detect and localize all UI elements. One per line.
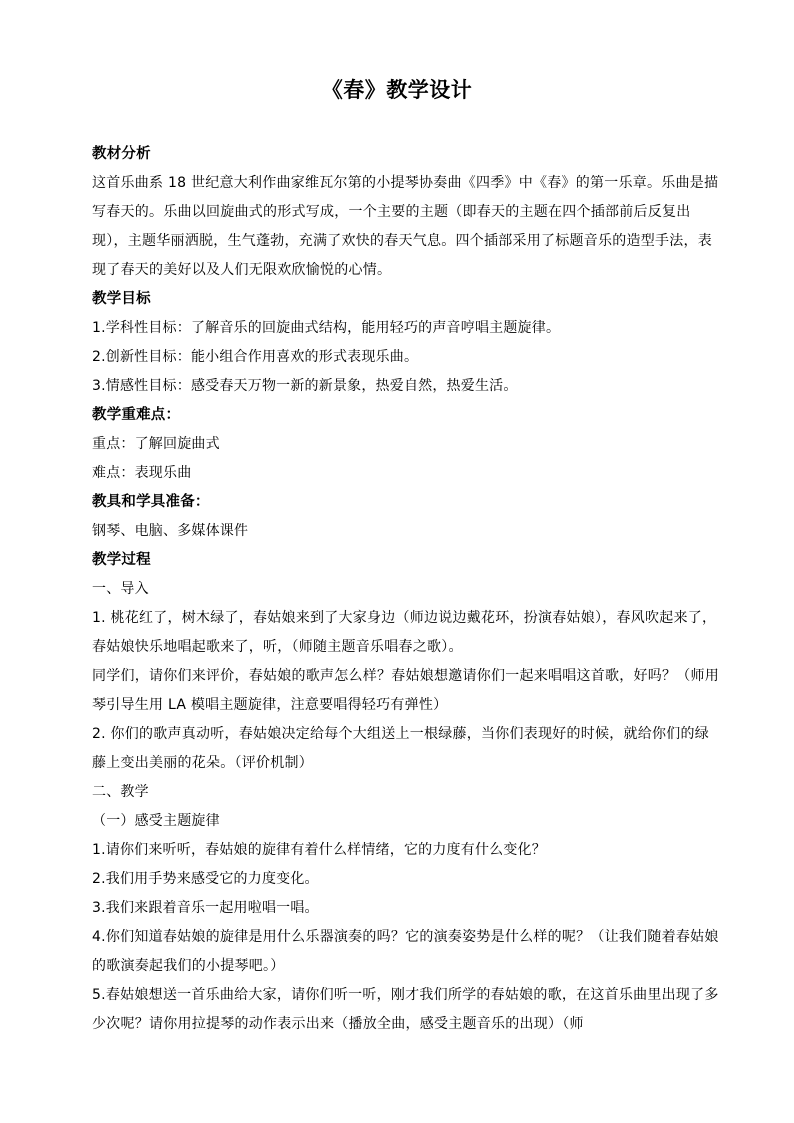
- section-heading-goals: 教学目标: [92, 291, 151, 307]
- step-intro-heading: 一、导入: [92, 581, 149, 597]
- teach-item-2: 2.我们用手势来感受它的力度变化。: [92, 871, 319, 887]
- difficult-point: 难点：表现乐曲: [92, 465, 192, 481]
- document-body: [92, 140, 722, 1039]
- paragraph-intro-3: 2. 你们的歌声真动听，春姑娘决定给每个大组送上一根绿藤，当你们表现好的时候，就给你们的绿藤上变出美丽的花朵。（评价机制）: [92, 726, 710, 771]
- goal-item-2: 2.创新性目标：能小组合作用喜欢的形式表现乐曲。: [92, 349, 419, 365]
- key-point: 重点：了解回旋曲式: [92, 436, 220, 452]
- paragraph-analysis: 这首乐曲系 18 世纪意大利作曲家维瓦尔第的小提琴协奏曲《四季》中《春》的第一乐章。乐曲是描写春天的。乐曲以回旋曲式的形式写成，一个主要的主题（即春天的主题在四个插部前后反复出现），主题华丽洒脱，生气蓬勃，充满了欢快的春天气息。四个插部采用了标题音乐的造型手法，表现了春天的美好以及人们无限欢欣愉悦的心情。: [92, 175, 719, 278]
- section-heading-key-points: 教学重难点：: [92, 407, 181, 423]
- step-teach-heading: 二、教学: [92, 784, 149, 800]
- paragraph-intro-2: 同学们，请你们来评价，春姑娘的歌声怎么样？春姑娘想邀请你们一起来唱唱这首歌，好吗？（师用琴引导生用 LA 模唱主题旋律，注意要唱得轻巧有弹性）: [92, 668, 719, 713]
- teach-item-5: 5.春姑娘想送一首乐曲给大家，请你们听一听，刚才我们所学的春姑娘的歌，在这首乐曲里出现了多少次呢？请你用拉提琴的动作表示出来（播放全曲，感受主题音乐的出现）（师: [92, 987, 719, 1032]
- sub-heading-feel-theme: （一）感受主题旋律: [92, 813, 220, 829]
- paragraph-intro-1: 1. 桃花红了，树木绿了，春姑娘来到了大家身边（师边说边戴花环，扮演春姑娘），春风吹起来了，春姑娘快乐地唱起歌来了，听，（师随主题音乐唱春之歌）。: [92, 610, 717, 655]
- goal-item-1: 1.学科性目标：了解音乐的回旋曲式结构，能用轻巧的声音哼唱主题旋律。: [92, 320, 561, 336]
- section-heading-analysis: 教材分析: [92, 146, 151, 162]
- teach-item-1: 1.请你们来听听，春姑娘的旋律有着什么样情绪，它的力度有什么变化？: [92, 842, 546, 858]
- teach-item-4: 4.你们知道春姑娘的旋律是用什么乐器演奏的吗？它的演奏姿势是什么样的呢？（让我们随着春姑娘的歌演奏起我们的小提琴吧。）: [92, 929, 719, 974]
- page-title: 《春》教学设计: [321, 78, 473, 102]
- section-heading-tools: 教具和学具准备：: [92, 494, 210, 510]
- teach-item-3: 3.我们来跟着音乐一起用啦唱一唱。: [92, 900, 319, 916]
- section-heading-process: 教学过程: [92, 552, 151, 568]
- goal-item-3: 3.情感性目标：感受春天万物一新的新景象，热爱自然，热爱生活。: [92, 378, 518, 394]
- tools-list: 钢琴、电脑、多媒体课件: [92, 523, 249, 539]
